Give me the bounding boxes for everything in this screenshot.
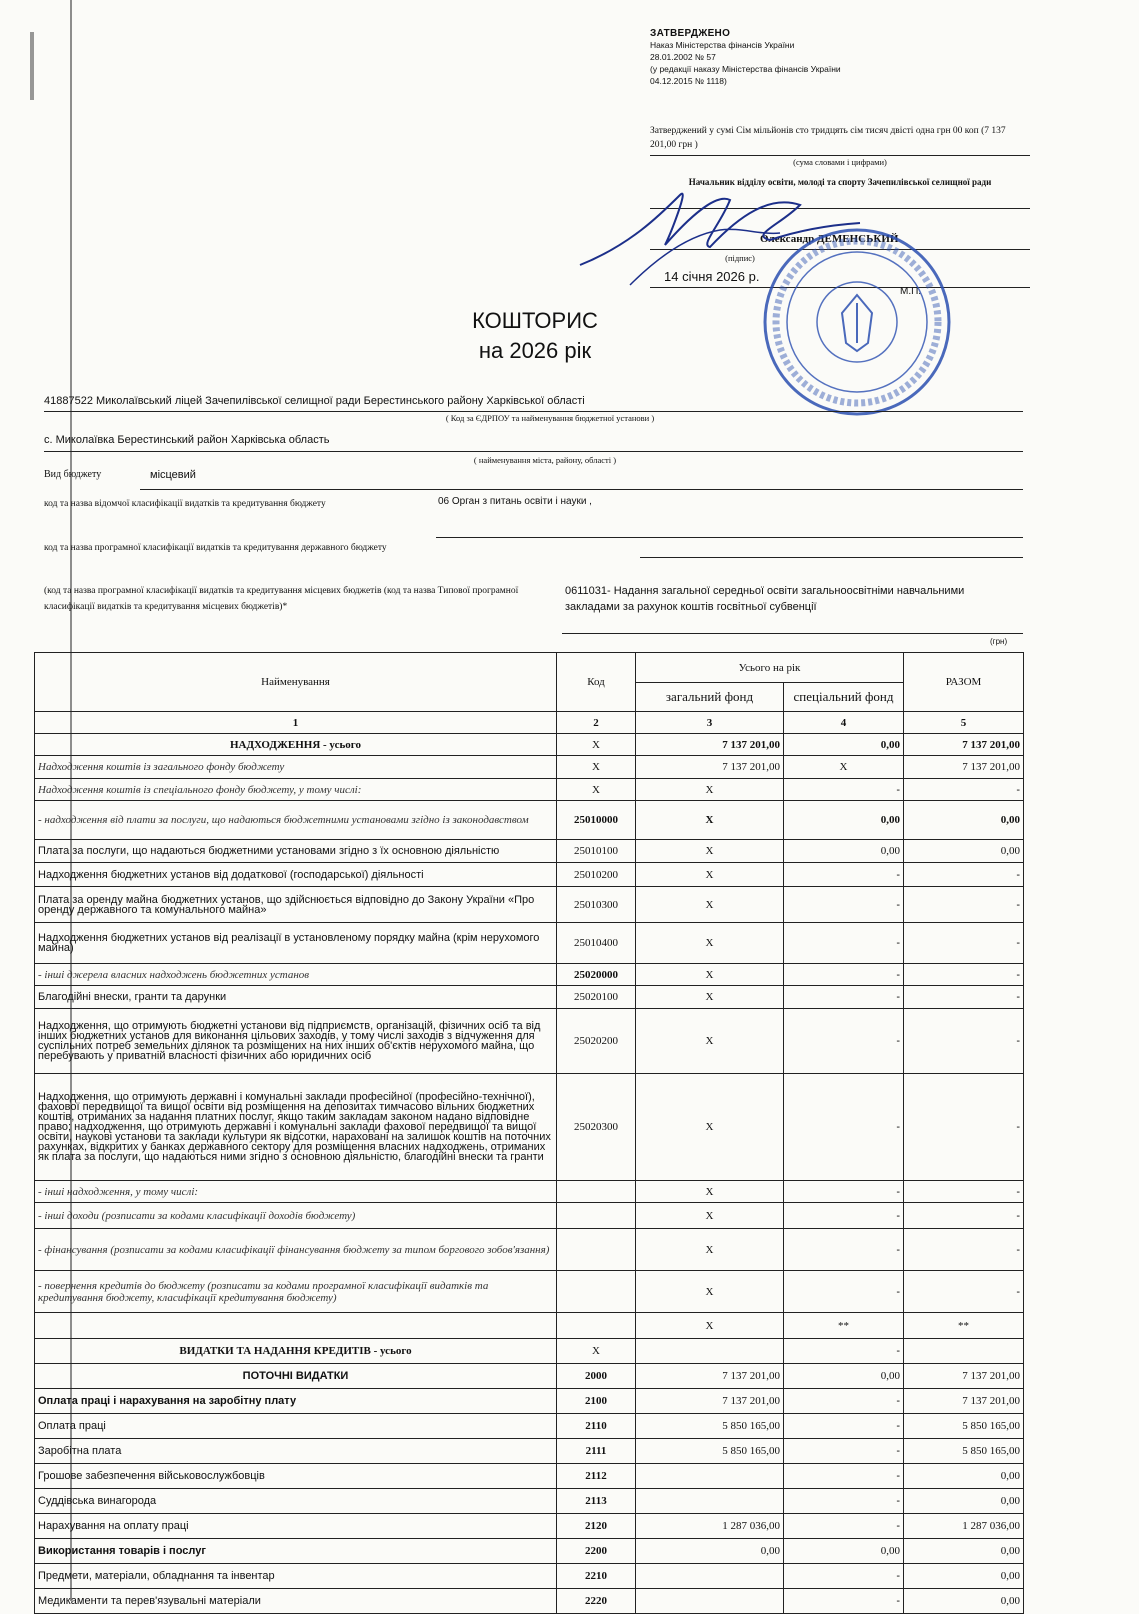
row-code: 2111 xyxy=(557,1439,636,1464)
row-name: НАДХОДЖЕННЯ - усього xyxy=(35,734,557,756)
row-name: - фінансування (розписати за кодами класифікації фінансування бюджету за типом боргового зобов'язання) xyxy=(35,1229,557,1271)
row-special-fund: - xyxy=(784,1464,904,1489)
row-code: 25010400 xyxy=(557,923,636,964)
approval-title: ЗАТВЕРДЖЕНО xyxy=(650,28,731,39)
row-general-fund: X xyxy=(636,1313,784,1339)
row-special-fund: - xyxy=(784,1009,904,1074)
table-row xyxy=(35,923,1024,964)
header-special: спеціальний фонд xyxy=(784,683,904,712)
row-general-fund: X xyxy=(636,863,784,887)
row-code: 2113 xyxy=(557,1489,636,1514)
scan-mark xyxy=(30,32,34,100)
row-code: 25010000 xyxy=(557,801,636,840)
table-row xyxy=(35,1439,1024,1464)
row-general-fund xyxy=(636,1564,784,1589)
table-row xyxy=(35,1414,1024,1439)
org-place-caption: ( найменування міста, району, області ) xyxy=(473,455,617,465)
row-code: X xyxy=(557,1339,636,1364)
row-total: - xyxy=(904,964,1024,986)
row-total: 7 137 201,00 xyxy=(904,734,1024,756)
row-total: - xyxy=(904,1181,1024,1203)
table-row xyxy=(35,1539,1024,1564)
row-total: 0,00 xyxy=(904,1464,1024,1489)
row-general-fund: X xyxy=(636,1271,784,1313)
row-name: - інші джерела власних надходжень бюджетних установ xyxy=(35,964,557,986)
table-row xyxy=(35,1313,1024,1339)
table-row xyxy=(35,1271,1024,1313)
row-total: - xyxy=(904,1229,1024,1271)
row-special-fund: - xyxy=(784,863,904,887)
row-general-fund: X xyxy=(636,986,784,1009)
row-total xyxy=(904,1339,1024,1364)
row-general-fund xyxy=(636,1339,784,1364)
row-code xyxy=(557,1203,636,1229)
row-name: ВИДАТКИ ТА НАДАННЯ КРЕДИТІВ - усього xyxy=(35,1339,557,1364)
row-name: Використання товарів і послуг xyxy=(35,1539,557,1564)
row-code: 2210 xyxy=(557,1564,636,1589)
approval-amend: (у редакції наказу Міністерства фінансів України xyxy=(650,64,841,74)
row-general-fund: X xyxy=(636,840,784,863)
row-name: Плата за послуги, що надаються бюджетними установами згідно з їх основною діяльністю xyxy=(35,840,557,863)
row-general-fund: X xyxy=(636,801,784,840)
table-row xyxy=(35,1074,1024,1181)
doc-title: КОШТОРИС xyxy=(472,308,598,333)
table-row xyxy=(35,1389,1024,1414)
row-code: 25020100 xyxy=(557,986,636,1009)
row-special-fund: 0,00 xyxy=(784,1364,904,1389)
row-special-fund: - xyxy=(784,1339,904,1364)
row-general-fund: 5 850 165,00 xyxy=(636,1414,784,1439)
table-row xyxy=(35,1229,1024,1271)
org-place: с. Миколаївка Берестинський район Харківська область xyxy=(44,434,330,446)
dept-label: код та назва відомчої класифікації видатків та кредитування бюджету xyxy=(44,499,326,509)
row-name: Надходження, що отримують бюджетні установи від підприємств, організацій, фізичних осіб та від інших бюджетних установ для виконання цільових заходів, у тому числі заходів з відчуження для суспільних потреб земельних ділянок та розміщених на них інших об'єктів нерухомого майна, що перебувають у приватній власності фізичних або юридичних осіб xyxy=(35,1009,557,1074)
row-special-fund: - xyxy=(784,1589,904,1614)
col-num-1: 1 xyxy=(35,712,557,734)
approved-sum: Затверджений у сумі Сім мільйонів сто тридцять сім тисяч двісті одна грн 00 коп (7 137 201,00 грн ) xyxy=(650,126,1006,150)
row-special-fund: 0,00 xyxy=(784,801,904,840)
approval-block xyxy=(650,28,1030,87)
row-special-fund: - xyxy=(784,1439,904,1464)
row-code: 25010300 xyxy=(557,887,636,923)
row-total: 0,00 xyxy=(904,1564,1024,1589)
row-name: Заробітна плата xyxy=(35,1439,557,1464)
table-row xyxy=(35,1589,1024,1614)
col-num-3: 3 xyxy=(636,712,784,734)
row-special-fund: - xyxy=(784,779,904,801)
sign-caption: (підпис) xyxy=(725,253,755,263)
row-name: - інші доходи (розписати за кодами класифікації доходів бюджету) xyxy=(35,1203,557,1229)
row-total: 5 850 165,00 xyxy=(904,1439,1024,1464)
row-code: 2100 xyxy=(557,1389,636,1414)
row-code xyxy=(557,1313,636,1339)
table-row xyxy=(35,1203,1024,1229)
row-special-fund: - xyxy=(784,887,904,923)
row-total: 0,00 xyxy=(904,801,1024,840)
row-general-fund: X xyxy=(636,923,784,964)
row-total: 7 137 201,00 xyxy=(904,756,1024,779)
org-name-caption: ( Код за ЄДРПОУ та найменування бюджетної установи ) xyxy=(445,413,655,423)
row-special-fund: X xyxy=(784,756,904,779)
state-prog-label: код та назва програмної класифікації видатків та кредитування державного бюджету xyxy=(44,543,387,553)
row-general-fund: 0,00 xyxy=(636,1539,784,1564)
table-row xyxy=(35,863,1024,887)
table-row xyxy=(35,734,1024,756)
unit-label: (грн) xyxy=(990,637,1008,646)
table-row xyxy=(35,1339,1024,1364)
row-name: Плата за оренду майна бюджетних установ, що здійснюється відповідно до Закону України «Про оренду державного та комунального майна» xyxy=(35,887,557,923)
row-code: 2110 xyxy=(557,1414,636,1439)
table-body xyxy=(35,734,1024,1614)
row-name: Надходження коштів із загального фонду бюджету xyxy=(35,756,557,779)
head-name: Олександр ДЕМЕНСЬКИЙ xyxy=(760,233,899,245)
table-row xyxy=(35,1489,1024,1514)
row-total: - xyxy=(904,779,1024,801)
header-code: Код xyxy=(557,653,636,712)
row-code xyxy=(557,1271,636,1313)
budget-label: Вид бюджету xyxy=(44,469,102,480)
row-general-fund: 1 287 036,00 xyxy=(636,1514,784,1539)
row-total: 5 850 165,00 xyxy=(904,1414,1024,1439)
row-general-fund: 7 137 201,00 xyxy=(636,1389,784,1414)
row-special-fund: - xyxy=(784,1203,904,1229)
row-name: - повернення кредитів до бюджету (розписати за кодами програмної класифікації видатків та кредитування бюджету, класифікації кредитування бюджету) xyxy=(35,1271,557,1313)
row-total: 0,00 xyxy=(904,1489,1024,1514)
row-name: Благодійні внески, гранти та дарунки xyxy=(35,986,557,1009)
header-general: загальний фонд xyxy=(636,683,784,712)
row-general-fund: X xyxy=(636,779,784,801)
row-general-fund xyxy=(636,1489,784,1514)
row-special-fund: - xyxy=(784,1514,904,1539)
row-total: 0,00 xyxy=(904,840,1024,863)
table-header-row xyxy=(35,653,1024,683)
row-special-fund: - xyxy=(784,964,904,986)
row-special-fund: - xyxy=(784,1389,904,1414)
row-name: Оплата праці xyxy=(35,1414,557,1439)
row-code: 25010200 xyxy=(557,863,636,887)
row-general-fund: 5 850 165,00 xyxy=(636,1439,784,1464)
row-general-fund: X xyxy=(636,1181,784,1203)
row-code: X xyxy=(557,734,636,756)
table-row xyxy=(35,779,1024,801)
header-name: Найменування xyxy=(35,653,557,712)
row-general-fund: 7 137 201,00 xyxy=(636,1364,784,1389)
table-row xyxy=(35,801,1024,840)
header-total-year: Усього на рік xyxy=(636,653,904,683)
row-name: Нарахування на оплату праці xyxy=(35,1514,557,1539)
row-total: ** xyxy=(904,1313,1024,1339)
row-total: 0,00 xyxy=(904,1589,1024,1614)
table-row xyxy=(35,986,1024,1009)
col-num-5: 5 xyxy=(904,712,1024,734)
row-special-fund: - xyxy=(784,1414,904,1439)
row-code: 25020300 xyxy=(557,1074,636,1181)
row-general-fund: X xyxy=(636,964,784,986)
row-name: Оплата праці і нарахування на заробітну плату xyxy=(35,1389,557,1414)
header-sum: РАЗОМ xyxy=(904,653,1024,712)
row-special-fund: - xyxy=(784,1074,904,1181)
row-code: X xyxy=(557,779,636,801)
row-total: - xyxy=(904,1271,1024,1313)
local-prog-label: (код та назва програмної класифікації видатків та кредитування місцевих бюджетів (код та назва Типової програмної класифікації видатків та кредитування місцевих бюджетів)* xyxy=(44,586,519,612)
table-row xyxy=(35,964,1024,986)
doc-subtitle: на 2026 рік xyxy=(478,338,592,363)
row-code xyxy=(557,1181,636,1203)
col-num-4: 4 xyxy=(784,712,904,734)
approval-order-date: 28.01.2002 № 57 xyxy=(650,52,716,62)
row-special-fund: - xyxy=(784,1229,904,1271)
row-name: Надходження, що отримують державні і комунальні заклади професійної (професійно-технічної), фахової передвищої та вищої освіти від розміщення на депозитах тимчасово вільних бюджетних коштів, отриманих за надання платних послуг, якщо таким закладам законом надано відповідне право; надходження, що отримують державні і комунальні заклади фахової передвищої та вищої освіти, наукові установи та заклади культури як відсотки, нараховані на залишок коштів на поточних рахунках, відкритих у банках державного сектору для розміщення власних надходжень, отриманих як плата за послуги, що надаються ними згідно з основною діяльністю, благодійні внески та гранти xyxy=(35,1074,557,1181)
row-total: 7 137 201,00 xyxy=(904,1364,1024,1389)
row-name xyxy=(35,1313,557,1339)
dept-value: 06 Орган з питань освіти і науки , xyxy=(438,496,592,507)
table-number-row xyxy=(35,712,1024,734)
row-code: 25010100 xyxy=(557,840,636,863)
row-general-fund: X xyxy=(636,1074,784,1181)
approval-date: 14 січня 2026 р. xyxy=(664,269,760,284)
row-total: 0,00 xyxy=(904,1539,1024,1564)
row-total: - xyxy=(904,887,1024,923)
table-row xyxy=(35,1181,1024,1203)
row-code: 25020000 xyxy=(557,964,636,986)
row-general-fund: 7 137 201,00 xyxy=(636,734,784,756)
row-total: - xyxy=(904,986,1024,1009)
row-general-fund: 7 137 201,00 xyxy=(636,756,784,779)
mp-label: М.П. xyxy=(900,286,922,297)
row-total: - xyxy=(904,863,1024,887)
row-special-fund: - xyxy=(784,1271,904,1313)
estimate-table xyxy=(34,652,1024,1614)
row-special-fund: ** xyxy=(784,1313,904,1339)
table-row xyxy=(35,840,1024,863)
row-code: X xyxy=(557,756,636,779)
table-row xyxy=(35,756,1024,779)
row-code: 25020200 xyxy=(557,1009,636,1074)
row-general-fund: X xyxy=(636,1229,784,1271)
row-general-fund xyxy=(636,1589,784,1614)
row-name: Надходження бюджетних установ від додаткової (господарської) діяльності xyxy=(35,863,557,887)
row-name: ПОТОЧНІ ВИДАТКИ xyxy=(35,1364,557,1389)
row-special-fund: 0,00 xyxy=(784,840,904,863)
row-general-fund: X xyxy=(636,1203,784,1229)
row-name: Медикаменти та перев'язувальні матеріали xyxy=(35,1589,557,1614)
table-row xyxy=(35,1464,1024,1489)
row-special-fund: - xyxy=(784,1181,904,1203)
row-code xyxy=(557,1229,636,1271)
row-general-fund: X xyxy=(636,1009,784,1074)
row-total: 7 137 201,00 xyxy=(904,1389,1024,1414)
row-name: Надходження бюджетних установ від реалізації в установленому порядку майна (крім нерухомого майна) xyxy=(35,923,557,964)
row-special-fund: - xyxy=(784,923,904,964)
local-prog-value: 0611031- Надання загальної середньої освіти загальноосвітніми навчальними закладами за рахунок коштів госвітньої субвенції xyxy=(565,585,965,613)
row-name: Суддівська винагорода xyxy=(35,1489,557,1514)
row-code: 2112 xyxy=(557,1464,636,1489)
row-total: - xyxy=(904,1203,1024,1229)
row-special-fund: - xyxy=(784,1489,904,1514)
row-name: - надходження від плати за послуги, що надаються бюджетними установами згідно із законодавством xyxy=(35,801,557,840)
row-general-fund xyxy=(636,1464,784,1489)
table-row xyxy=(35,1009,1024,1074)
row-code: 2220 xyxy=(557,1589,636,1614)
row-name: Надходження коштів із спеціального фонду бюджету, у тому числі: xyxy=(35,779,557,801)
row-code: 2200 xyxy=(557,1539,636,1564)
col-num-2: 2 xyxy=(557,712,636,734)
row-total: - xyxy=(904,1009,1024,1074)
row-special-fund: - xyxy=(784,1564,904,1589)
row-general-fund: X xyxy=(636,887,784,923)
org-name: 41887522 Миколаївський ліцей Зачепилівської селищної ради Берестинського району Харківської області xyxy=(44,395,585,407)
table-row xyxy=(35,1364,1024,1389)
row-name: Грошове забезпечення військовослужбовців xyxy=(35,1464,557,1489)
budget-value: місцевий xyxy=(150,469,196,481)
row-name: - інші надходження, у тому числі: xyxy=(35,1181,557,1203)
row-code: 2000 xyxy=(557,1364,636,1389)
table-row xyxy=(35,1564,1024,1589)
row-special-fund: - xyxy=(784,986,904,1009)
head-title: Начальник відділу освіти, молоді та спорту Зачепилівської селищної ради xyxy=(688,177,992,187)
approval-amend-date: 04.12.2015 № 1118) xyxy=(650,76,727,86)
row-code: 2120 xyxy=(557,1514,636,1539)
table-row xyxy=(35,1514,1024,1539)
row-total: - xyxy=(904,1074,1024,1181)
row-total: - xyxy=(904,923,1024,964)
row-name: Предмети, матеріали, обладнання та інвентар xyxy=(35,1564,557,1589)
row-special-fund: 0,00 xyxy=(784,734,904,756)
table-row xyxy=(35,887,1024,923)
approval-order: Наказ Міністерства фінансів України xyxy=(650,40,795,50)
row-total: 1 287 036,00 xyxy=(904,1514,1024,1539)
row-special-fund: 0,00 xyxy=(784,1539,904,1564)
page-title xyxy=(0,306,1070,366)
sum-caption: (сума словами і цифрами) xyxy=(793,157,887,167)
